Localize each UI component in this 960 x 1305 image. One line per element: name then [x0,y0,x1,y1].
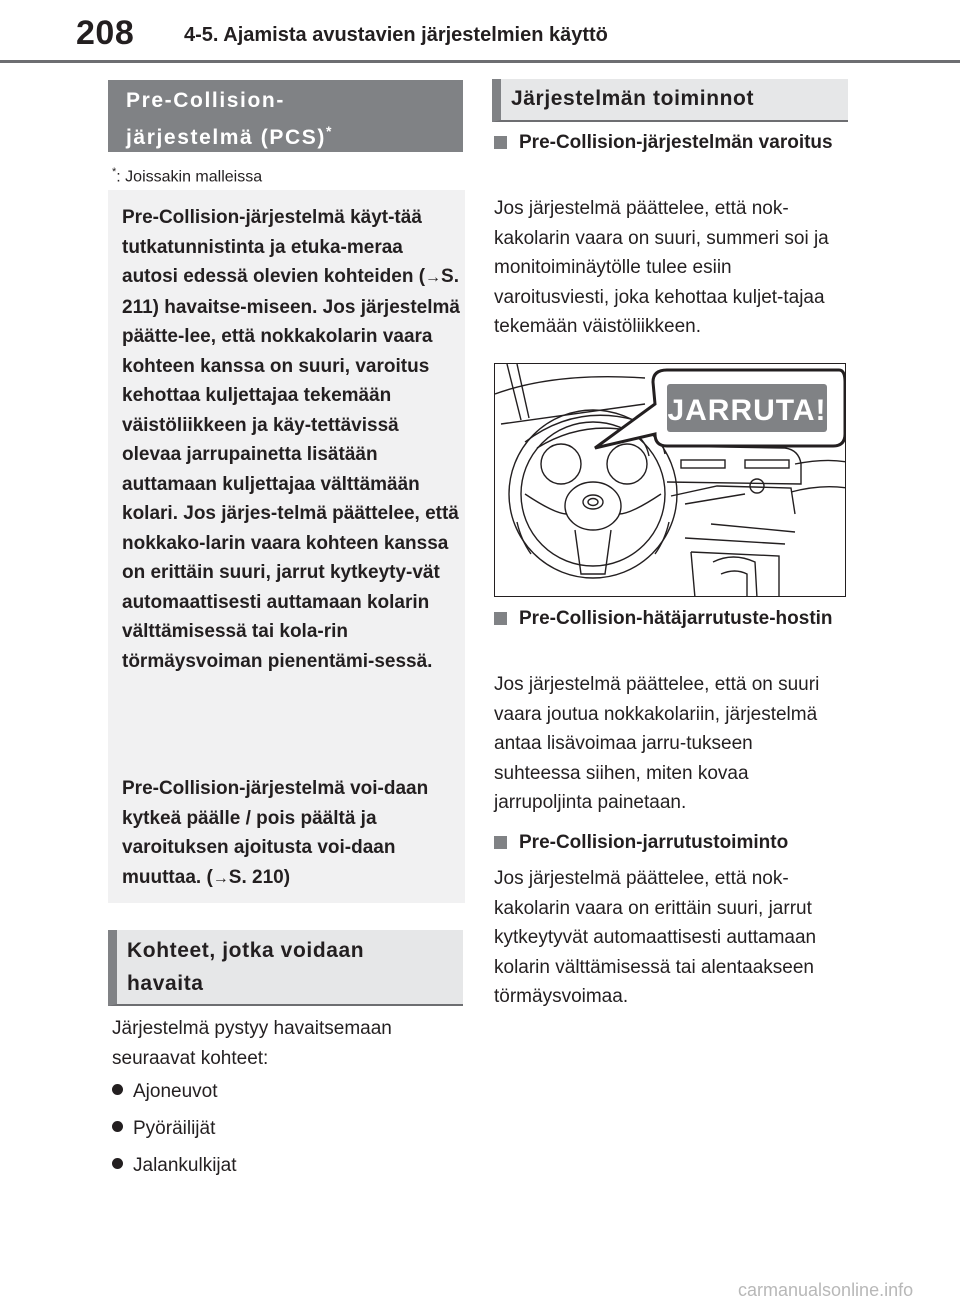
section-title: 4-5. Ajamista avustavien järjestelmien käyttö [184,24,608,46]
pcs-title-line1: Pre-Collision- [126,89,285,112]
warning-paragraph: Jos järjestelmä päättelee, että nok-kakolarin vaara on suuri, summeri soi ja monitoiminäytölle tulee esiin varoitusviesti, joka kehottaa kuljet-tajaa tekemään väistöliikkeen. [494,198,829,337]
list-item [112,1081,218,1103]
bullet-dot-icon [112,1084,123,1095]
subheading-braking-function-text: Pre-Collision-jarrutustoiminto [519,832,789,853]
header-divider [0,60,960,63]
square-marker-icon [494,136,507,149]
dashboard-drawing [495,364,846,597]
page-number: 208 [76,14,135,52]
square-marker-icon [494,612,507,625]
detectable-objects-heading: Kohteet, jotka voidaan havaita [127,939,365,995]
summary-paragraph-2 [122,774,462,893]
braking-function-paragraph: Jos järjestelmä päättelee, että nok-kakolarin vaara on erittäin suuri, jarrut kytkeytyvät automaattisesti auttamaan kolarin välttämisessä tai alentaakseen törmäysvoimaa. [494,868,817,1007]
bullet-dot-icon [112,1158,123,1169]
bullet-dot-icon [112,1121,123,1132]
subheading-brake-assist-text: Pre-Collision-hätäjarrutuste-hostin [519,608,833,629]
footer-watermark: carmanualsonline.info [738,1280,914,1300]
pcs-title-line2: järjestelmä (PCS) [126,126,326,149]
detectable-intro: Järjestelmä pystyy havaitsemaan seuraavat kohteet: [112,1018,392,1069]
list-item-text: Jalankulkijat [133,1155,237,1176]
summary-paragraph-1 [122,203,462,676]
page-ref-link-210[interactable]: S. 210 [228,866,284,888]
display-warning-text: JARRUTA! [667,394,827,427]
functions-heading: Järjestelmän toiminnot [511,87,755,110]
summary-p2-text-a: Pre-Collision-järjestelmä voi-daan kytkeä päälle / pois päältä ja varoituksen ajoitusta voi-daan muuttaa. ( [122,778,429,888]
brake-assist-paragraph: Jos järjestelmä päättelee, että on suuri vaara joutua nokkakolariin, järjestelmä antaa lisävoimaa jarru-tukseen suhteessa siihen, miten kovaa jarrupoljinta painetaan. [494,674,820,813]
right-arrow-icon: → [425,269,442,286]
pcs-title-box [108,80,463,152]
dashboard-illustration [494,363,846,597]
subheading-warning-text: Pre-Collision-järjestelmän varoitus [519,132,833,153]
square-marker-icon [494,836,507,849]
footnote-mark: * [112,166,117,178]
functions-heading-box [492,79,848,122]
pcs-title [126,86,331,153]
list-item-text: Pyöräilijät [133,1118,216,1139]
detectable-objects-heading-box [108,930,463,1006]
footnote-text: : Joissakin malleissa [116,168,263,186]
summary-p1-text-b: ) havaitse-miseen. Jos järjestelmä päätte-lee, että nokkakolarin vaara kohteen kanssa on suuri, varoitus kehottaa kuljettajaa tekemään väistöliikkeen ja käy-tettävissä olevaa jarrupainetta lisätään auttamaan kuljettajaa välttämään kolari. Jos järjes-telmä päättelee, että nokkako-larin vaara kohteen kanssa on erittäin suuri, jarrut kytkeyty-vät automaattisesti auttamaan kolarin välttämisessä tai kola-rin törmäysvoiman pienentämi-sessä. [122,296,460,672]
list-item [112,1118,215,1140]
summary-p1-text-a: Pre-Collision-järjestelmä käyt-tää tutkatunnistinta ja etuka-meraa autosi edessä olevien kohteiden ( [122,207,426,287]
pcs-title-footnote-mark: * [325,123,332,139]
right-arrow-icon: → [212,869,229,887]
warning-callout [595,370,845,448]
footnote [112,166,262,186]
list-item-text: Ajoneuvot [133,1081,218,1102]
summary-p2-text-b: ) [283,866,291,888]
page-ref-link-211[interactable]: S. 211 [122,266,459,318]
list-item [112,1155,237,1177]
page-header [0,0,960,68]
